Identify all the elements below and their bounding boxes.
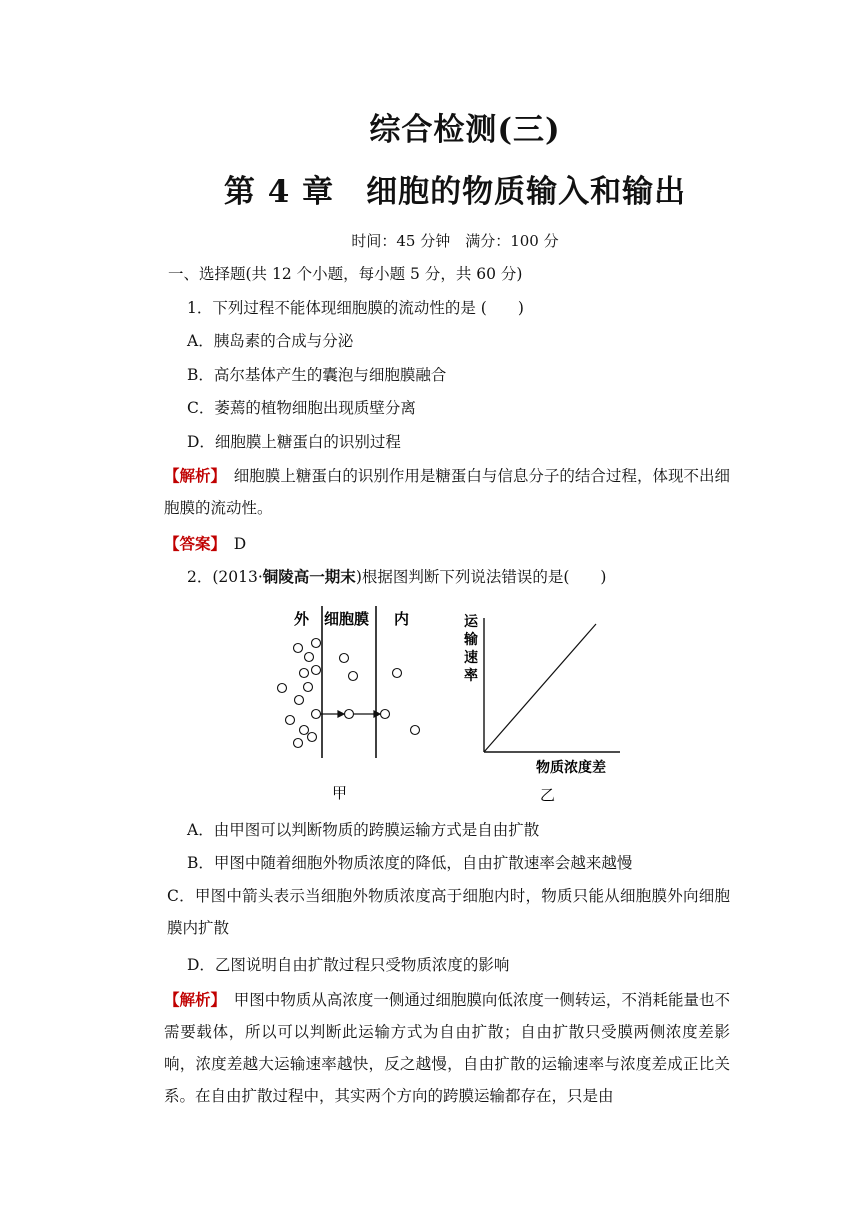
membrane-diagram <box>278 606 420 802</box>
q2-figure <box>268 598 638 808</box>
figure-caption-left: 甲 <box>332 784 348 802</box>
section-heading: 一、选择题(共 12 个小题，每小题 5 分，共 60 分) <box>168 265 523 283</box>
q1-option-b: B．高尔基体产生的囊泡与细胞膜融合 <box>187 366 447 384</box>
q1-option-a: A．胰岛素的合成与分泌 <box>187 332 354 350</box>
q2-analysis-tag: 【解析】 <box>164 990 219 1009</box>
q2-option-a: A．由甲图可以判断物质的跨膜运输方式是自由扩散 <box>187 821 540 839</box>
q1-answer-value: D <box>233 535 247 553</box>
q1-answer <box>164 534 246 554</box>
q2-stem-suffix: )根据图判断下列说法错误的是( ) <box>355 568 607 586</box>
q1-analysis-tag: 【解析】 <box>164 466 219 485</box>
y-axis-label-char-3: 速 <box>464 649 478 665</box>
q1-analysis <box>132 460 730 524</box>
y-axis-label-char-1: 运 <box>464 613 478 629</box>
q1-option-d: D．细胞膜上糖蛋白的识别过程 <box>187 433 401 451</box>
q1-analysis-text: 细胞膜上糖蛋白的识别作用是糖蛋白与信息分子的结合过程，体现不出细胞膜的流动性。 <box>164 467 730 517</box>
q2-stem-source: 铜陵高一期末 <box>262 567 356 586</box>
y-axis-label <box>463 613 482 683</box>
exam-meta: 时间：45 分钟 满分：100 分 <box>351 232 559 250</box>
q2-stem-prefix: 2．(2013· <box>187 568 263 586</box>
chapter-title: 第 4 章 细胞的物质输入和输出 <box>223 174 687 210</box>
q2-option-d: D．乙图说明自由扩散过程只受物质浓度的影响 <box>187 956 510 974</box>
x-axis-label: 物质浓度差 <box>536 759 606 775</box>
q2-option-c-text: C．甲图中箭头表示当细胞外物质浓度高于细胞内时，物质只能从细胞膜外向细胞膜内扩散 <box>167 887 730 937</box>
y-axis-label-char-2: 输 <box>464 631 478 647</box>
figure-caption-right: 乙 <box>540 786 556 804</box>
membrane-label: 细胞膜 <box>324 611 370 628</box>
molecule-circles <box>278 639 420 748</box>
q2-stem <box>187 567 606 587</box>
outside-label: 外 <box>294 611 310 628</box>
inside-label: 内 <box>394 611 410 628</box>
page-title: 综合检测(三) <box>369 112 561 148</box>
q2-analysis-text: 甲图中物质从高浓度一侧通过细胞膜向低浓度一侧转运，不消耗能量也不需要载体，所以可以判断此运输方式为自由扩散；自由扩散只受膜两侧浓度差影响，浓度差越大运输速率越快，反之越慢，自由扩散的运输速率与浓度差成正比关系。在自由扩散过程中，其实两个方向的跨膜运输都存在，只是由 <box>164 991 730 1105</box>
q2-option-c <box>132 880 730 944</box>
rate-line <box>484 624 596 752</box>
rate-graph <box>463 613 620 804</box>
q2-analysis <box>132 984 730 1112</box>
q1-option-c: C．萎蔫的植物细胞出现质壁分离 <box>187 399 416 417</box>
q2-option-b: B．甲图中随着细胞外物质浓度的降低，自由扩散速率会越来越慢 <box>187 854 633 872</box>
q1-stem: 1．下列过程不能体现细胞膜的流动性的是 ( ) <box>187 299 524 317</box>
q1-answer-tag: 【答案】 <box>164 534 219 553</box>
y-axis-label-char-4: 率 <box>464 667 478 683</box>
